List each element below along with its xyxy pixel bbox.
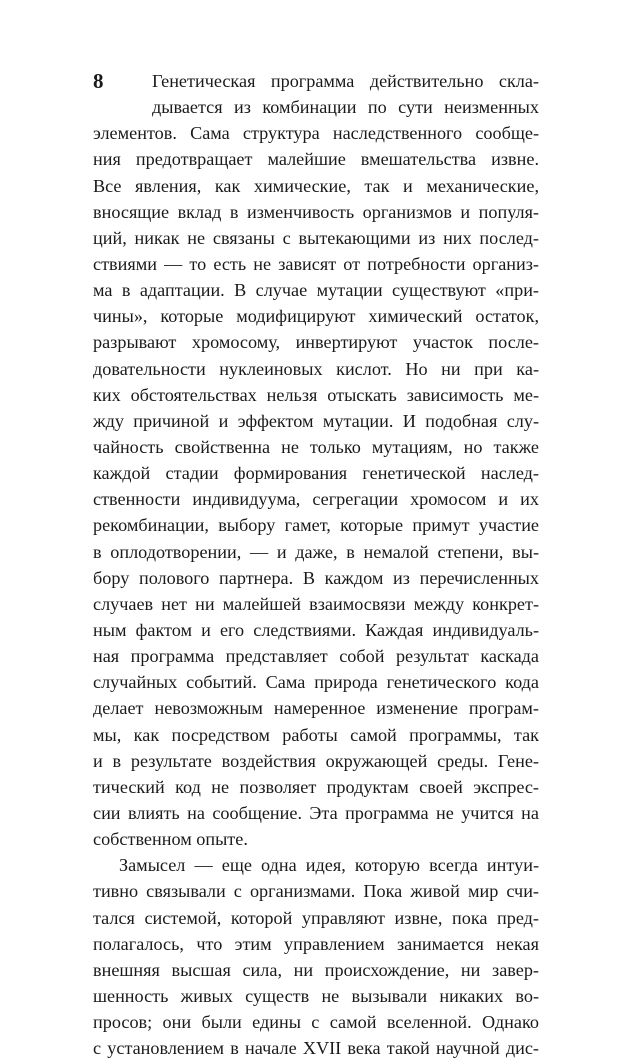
text-line: дывается из комбинации по сути неизменных	[152, 97, 539, 118]
text-line: просов; они были едины с самой вселенной. Однако	[93, 1012, 539, 1033]
text-line: ния предотвращает малейшие вмешательства извне.	[93, 149, 539, 170]
text-line: каждой стадии формирования генетической наслед-	[93, 463, 539, 484]
text-line: ций, никак не связаны с вытекающими из них послед-	[93, 227, 539, 248]
text-line: ная программа представляет собой результат каскада	[93, 646, 539, 667]
text-line: в оплодотворении, — и даже, в немалой степени, вы-	[93, 541, 539, 562]
text-line: мы, как посредством работы самой программы, так	[93, 724, 539, 745]
text-line: чины», которые модифицируют химический остаток,	[93, 306, 539, 327]
text-line: ких обстоятельствах нельзя отыскать зависимость ме-	[93, 384, 539, 405]
text-line: ствиями — то есть не зависят от потребности организ-	[93, 253, 539, 274]
text-line: вносящие вклад в изменчивость организмов и популя-	[93, 201, 539, 222]
text-line: полагалось, что этим управлением занимается некая	[93, 933, 539, 954]
page-number: 8	[93, 69, 104, 93]
text-line: жду причиной и эффектом мутации. И подобная слу-	[93, 410, 539, 431]
text-line: с установлением в начале XVII века такой научной дис-	[93, 1038, 539, 1059]
text-line: ственности индивидуума, сегрегации хромосом и их	[93, 489, 539, 510]
text-line: внешняя высшая сила, ни происхождение, ни завер-	[93, 959, 539, 980]
text-line: бору полового партнера. В каждом из перечисленных	[93, 567, 539, 588]
paragraph	[93, 852, 539, 1061]
text-line: элементов. Сама структура наследственного сообще-	[93, 123, 539, 144]
text-line: тивно связывали с организмами. Пока живой мир счи-	[93, 881, 539, 902]
text-line: сии влиять на сообщение. Эта программа не учится на	[93, 802, 539, 823]
text-line: ным фактом и его следствиями. Каждая индивидуаль-	[93, 619, 539, 640]
text-line: довательности нуклеиновых кислот. Но ни при ка-	[93, 358, 539, 379]
text-line: Замысел — еще одна идея, которую всегда интуи-	[119, 855, 539, 876]
book-page	[93, 68, 539, 1059]
text-line: Генетическая программа действительно скла-	[152, 71, 539, 91]
text-line: Все явления, как химические, так и механические,	[93, 175, 539, 196]
text-line: тический код не позволяет продуктам своей экспрес-	[93, 776, 539, 797]
text-line: разрывают хромосому, инвертируют участок после-	[93, 332, 539, 353]
text-line: ма в адаптации. В случае мутации существуют «при-	[93, 280, 539, 301]
page-body-text	[93, 68, 539, 1061]
text-line: рекомбинации, выбору гамет, которые примут участие	[93, 515, 539, 536]
text-line: случаев нет ни малейшей взаимосвязи между конкрет-	[93, 593, 539, 614]
text-line: тался системой, которой управляют извне, пока пред-	[93, 907, 539, 928]
text-line: делает невозможным намеренное изменение програм-	[93, 698, 539, 719]
text-line: собственном опыте.	[93, 829, 248, 850]
text-line: чайность свойственна не только мутациям, но также	[93, 436, 539, 457]
text-line: шенность живых существ не вызывали никаких во-	[93, 985, 539, 1006]
paragraph	[93, 68, 539, 852]
text-line: случайных событий. Сама природа генетического кода	[93, 672, 539, 693]
text-line: и в результате воздействия окружающей среды. Гене-	[93, 750, 539, 771]
